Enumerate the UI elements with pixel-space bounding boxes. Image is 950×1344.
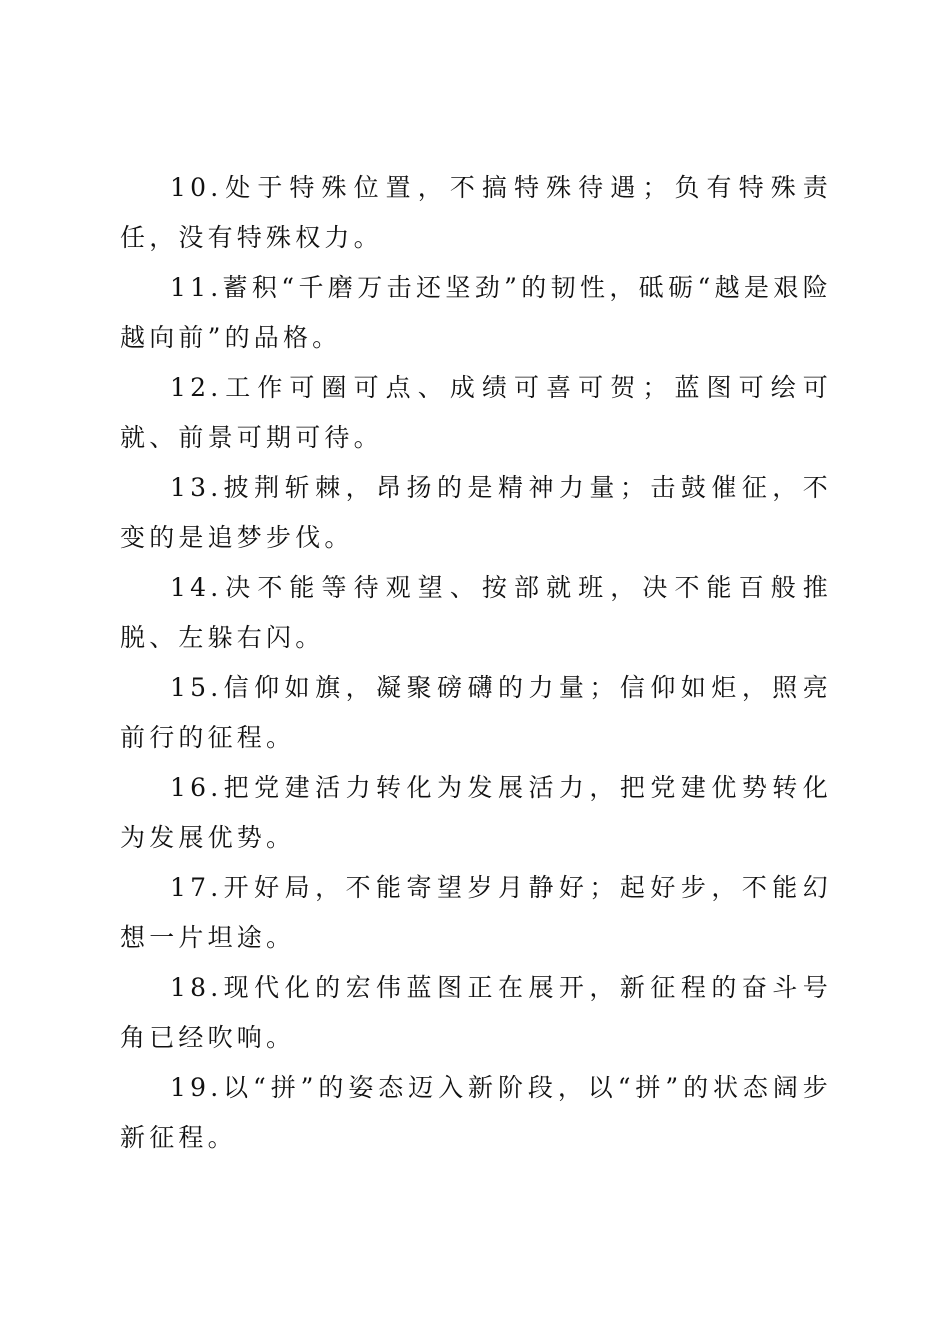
list-item-17: 17.开好局，不能寄望岁月静好；起好步，不能幻想一片坦途。 (120, 873, 832, 952)
list-item-15: 15.信仰如旗，凝聚磅礴的力量；信仰如炬，照亮前行的征程。 (120, 673, 832, 752)
list-item-10: 10.处于特殊位置，不搞特殊待遇；负有特殊责任，没有特殊权力。 (120, 173, 832, 252)
list-item-12: 12.工作可圈可点、成绩可喜可贺；蓝图可绘可就、前景可期可待。 (120, 373, 832, 452)
list-item-16: 16.把党建活力转化为发展活力，把党建优势转化为发展优势。 (120, 773, 832, 852)
list-item-13: 13.披荆斩棘，昂扬的是精神力量；击鼓催征，不变的是追梦步伐。 (120, 473, 832, 552)
list-item-19: 19.以“拼”的姿态迈入新阶段，以“拼”的状态阔步新征程。 (120, 1073, 832, 1152)
list-item-18: 18.现代化的宏伟蓝图正在展开，新征程的奋斗号角已经吹响。 (120, 973, 832, 1052)
list-item-11: 11.蓄积“千磨万击还坚劲”的韧性，砥砺“越是艰险越向前”的品格。 (120, 273, 832, 352)
document-body (120, 163, 832, 1163)
list-item-14: 14.决不能等待观望、按部就班，决不能百般推脱、左躲右闪。 (120, 573, 832, 652)
